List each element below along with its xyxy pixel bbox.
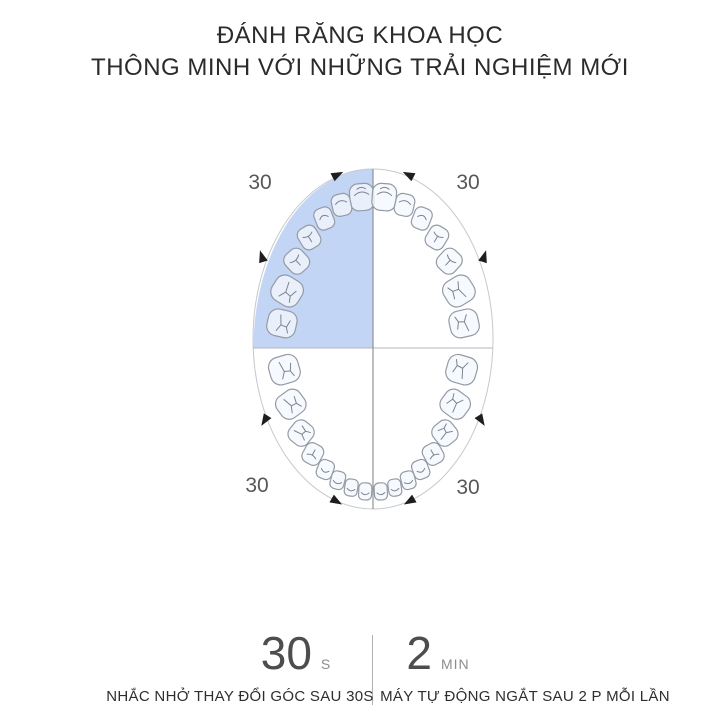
tooth xyxy=(387,478,402,497)
rotation-arrow-icon xyxy=(402,495,417,509)
tooth xyxy=(443,352,480,387)
tooth xyxy=(371,183,397,212)
corner-label-bottom-right: 30 xyxy=(456,476,480,499)
stat-duration-unit: MIN xyxy=(440,656,470,672)
corner-label-top-left: 30 xyxy=(248,171,272,194)
tooth-arch-diagram xyxy=(210,130,540,542)
page-title xyxy=(0,20,720,84)
stat-duration-caption: MÁY TỰ ĐỘNG NGẮT SAU 2 P MỖI LẦN xyxy=(380,688,670,705)
stat-duration xyxy=(292,627,584,679)
corner-label-bottom-left: 30 xyxy=(245,474,269,497)
rotation-arrow-icon xyxy=(475,413,489,428)
stat-interval-unit: S xyxy=(320,656,332,672)
corner-label-top-right: 30 xyxy=(456,171,480,194)
tooth xyxy=(344,478,359,497)
stat-duration-value: 2 xyxy=(406,627,432,679)
tooth xyxy=(358,483,372,501)
tooth-arch-drawing xyxy=(253,168,493,509)
tooth xyxy=(374,483,388,501)
stat-interval-value: 30 xyxy=(260,627,312,679)
tooth xyxy=(272,385,310,423)
rotation-arrow-icon xyxy=(329,495,344,509)
tooth xyxy=(447,307,481,340)
tooth xyxy=(436,385,474,423)
stat-interval-caption: NHẮC NHỞ THAY ĐỔI GÓC SAU 30S xyxy=(106,688,374,705)
rotation-arrow-icon xyxy=(256,249,268,263)
tooth xyxy=(266,352,303,387)
rotation-arrow-icon xyxy=(478,249,490,263)
title-line-2: THÔNG MINH VỚI NHỮNG TRẢI NGHIỆM MỚI xyxy=(91,54,629,81)
tooth xyxy=(349,183,375,212)
rotation-arrow-icon xyxy=(257,413,271,428)
title-line-1: ĐÁNH RĂNG KHOA HỌC xyxy=(216,22,504,49)
tooth xyxy=(439,271,479,311)
